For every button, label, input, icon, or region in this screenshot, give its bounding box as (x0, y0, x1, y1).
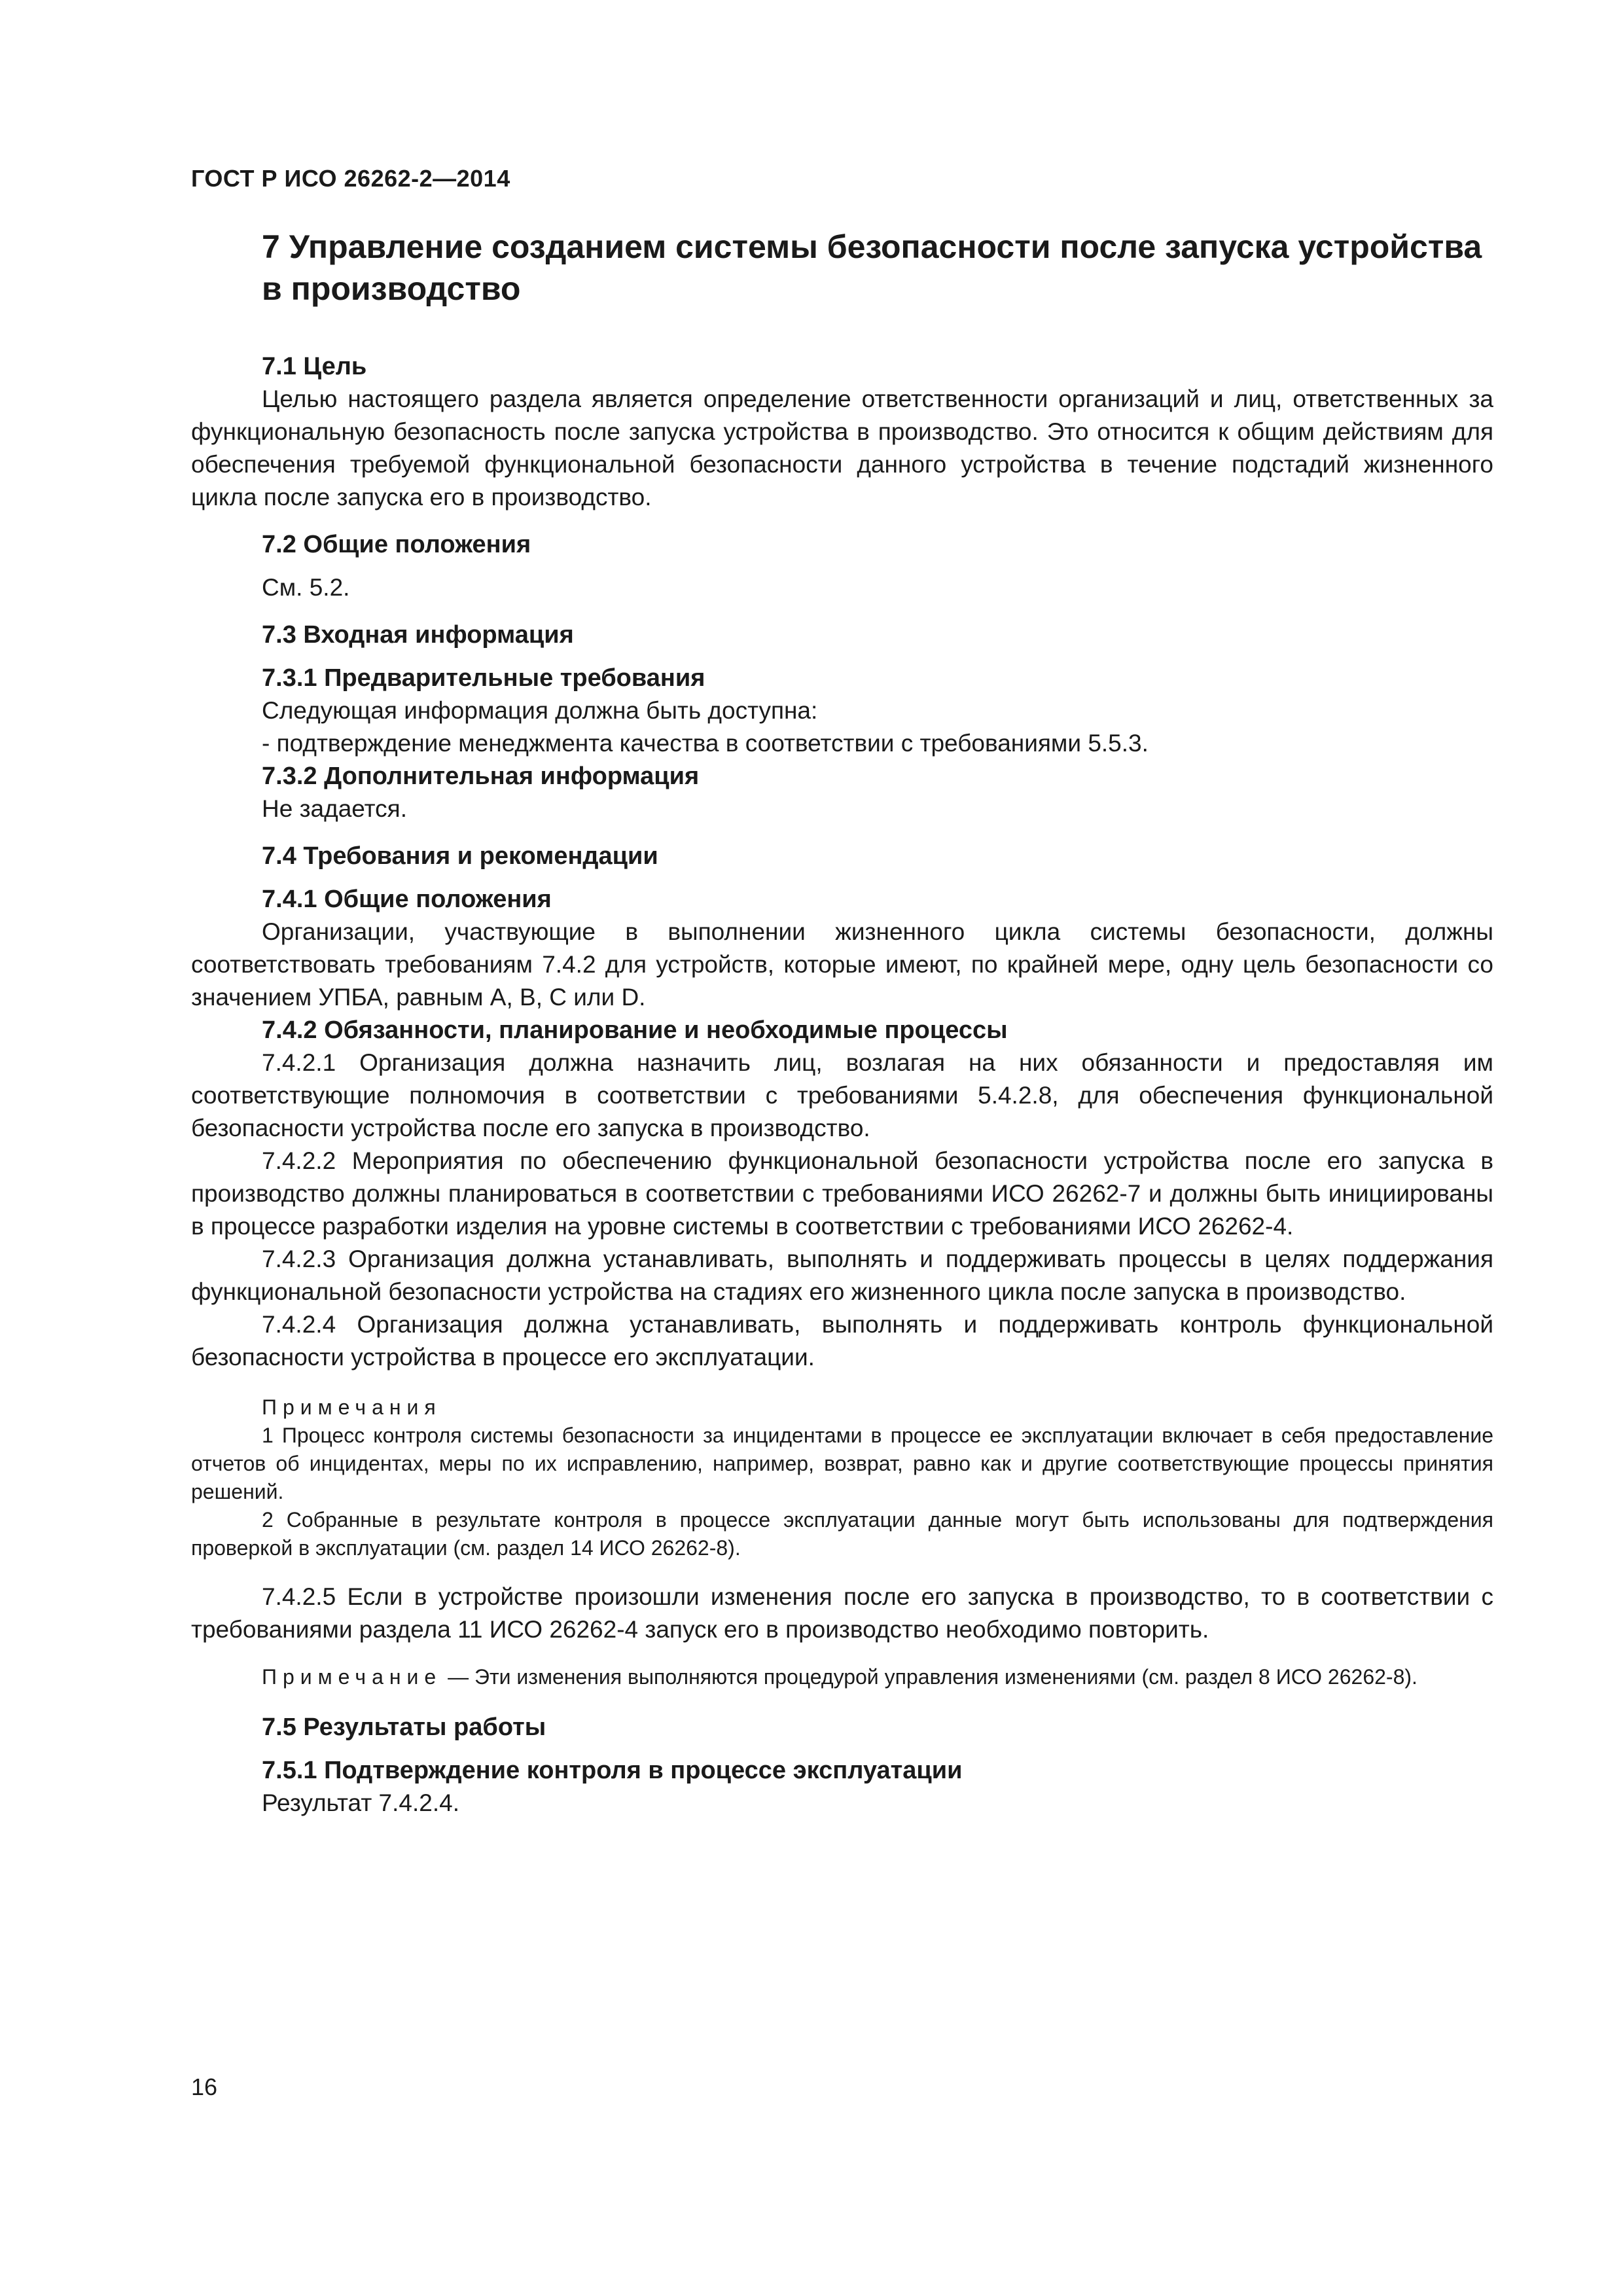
section-text-7-5-1: Результат 7.4.2.4. (262, 1789, 459, 1816)
paragraph-7-4-2-5: 7.4.2.5 Если в устройстве произошли изменения после его запуска в производство, то в соответствии с требованиями раздела 11 ИСО 26262-4 запуск его в производство необходимо повторить. (191, 1583, 1493, 1643)
paragraph-7-4-2-2: 7.4.2.2 Мероприятия по обеспечению функциональной безопасности устройства после его запуска в производство должны планироваться в соответствии с требованиями ИСО 26262-7 и должны быть инициированы в процессе разработки изделия на уровне системы в соответствии с требованиями ИСО 26262-4. (191, 1147, 1493, 1240)
chapter-title: 7 Управление созданием системы безопасности после запуска устройства в производство (262, 228, 1482, 307)
section-text-7-1: Целью настоящего раздела является определение ответственности организаций и лиц, ответственных за функциональную безопасность после запуска устройства в производство. Это относится к общим действиям для обеспечения требуемой функциональной безопасности данного устройства в течение подстадий жизненного цикла после запуска его в производство. (191, 386, 1493, 511)
note-3-label: Примечание (262, 1665, 442, 1689)
document-id: ГОСТ Р ИСО 26262-2—2014 (191, 165, 510, 192)
section-heading-7-4-2: 7.4.2 Обязанности, планирование и необходимые процессы (262, 1016, 1008, 1044)
section-text-7-2: См. 5.2. (262, 574, 350, 601)
section-heading-7-2: 7.2 Общие положения (262, 531, 531, 558)
section-heading-7-3-1: 7.3.1 Предварительные требования (262, 664, 705, 692)
note-2: 2 Собранные в результате контроля в процессе эксплуатации данные могут быть использованы для подтверждения проверкой в эксплуатации (см. раздел 14 ИСО 26262-8). (191, 1508, 1493, 1560)
section-text-7-3-2: Не задается. (262, 795, 407, 822)
section-heading-7-3: 7.3 Входная информация (262, 621, 574, 649)
page-number: 16 (191, 2073, 218, 2100)
list-item: - подтверждение менеджмента качества в соответствии с требованиями 5.5.3. (262, 730, 1149, 757)
paragraph-7-4-2-3: 7.4.2.3 Организация должна устанавливать, выполнять и поддерживать процессы в целях поддержания функциональной безопасности устройства на стадиях его жизненного цикла после запуска в производство. (191, 1246, 1493, 1305)
section-text-7-4-1: Организации, участвующие в выполнении жизненного цикла системы безопасности, должны соответствовать требованиям 7.4.2 для устройств, которые имеют, по крайней мере, одну цель безопасности со значением УПБА, равным А, В, С или D. (191, 918, 1493, 1011)
section-text-7-3-1: Следующая информация должна быть доступна: (262, 697, 818, 724)
note-3 (191, 1663, 1493, 1691)
section-heading-7-4: 7.4 Требования и рекомендации (262, 842, 658, 870)
section-heading-7-3-2: 7.3.2 Дополнительная информация (262, 762, 700, 790)
paragraph-7-4-2-1: 7.4.2.1 Организация должна назначить лиц, возлагая на них обязанности и предоставляя им соответствующие полномочия в соответствии с требованиями 5.4.2.8, для обеспечения функциональной безопасности устройства после его запуска в производство. (191, 1049, 1493, 1141)
notes-block (191, 1422, 1493, 1562)
page-content (191, 226, 1493, 1820)
note-3-text: — Эти изменения выполняются процедурой управления изменениями (см. раздел 8 ИСО 26262-8). (448, 1665, 1418, 1689)
notes-heading: Примечания (262, 1395, 442, 1419)
paragraph-7-4-2-4: 7.4.2.4 Организация должна устанавливать, выполнять и поддерживать контроль функциональной безопасности устройства в процессе его эксплуатации. (191, 1311, 1493, 1371)
section-heading-7-5-1: 7.5.1 Подтверждение контроля в процессе эксплуатации (262, 1757, 963, 1784)
section-heading-7-1: 7.1 Цель (262, 353, 367, 380)
section-heading-7-5: 7.5 Результаты работы (262, 1713, 546, 1741)
section-heading-7-4-1: 7.4.1 Общие положения (262, 886, 552, 913)
note-1: 1 Процесс контроля системы безопасности за инцидентами в процессе ее эксплуатации включает в себя предоставление отчетов об инцидентах, меры по их исправлению, например, возврат, равно как и другие соответствующие процессы принятия решений. (191, 1424, 1493, 1503)
